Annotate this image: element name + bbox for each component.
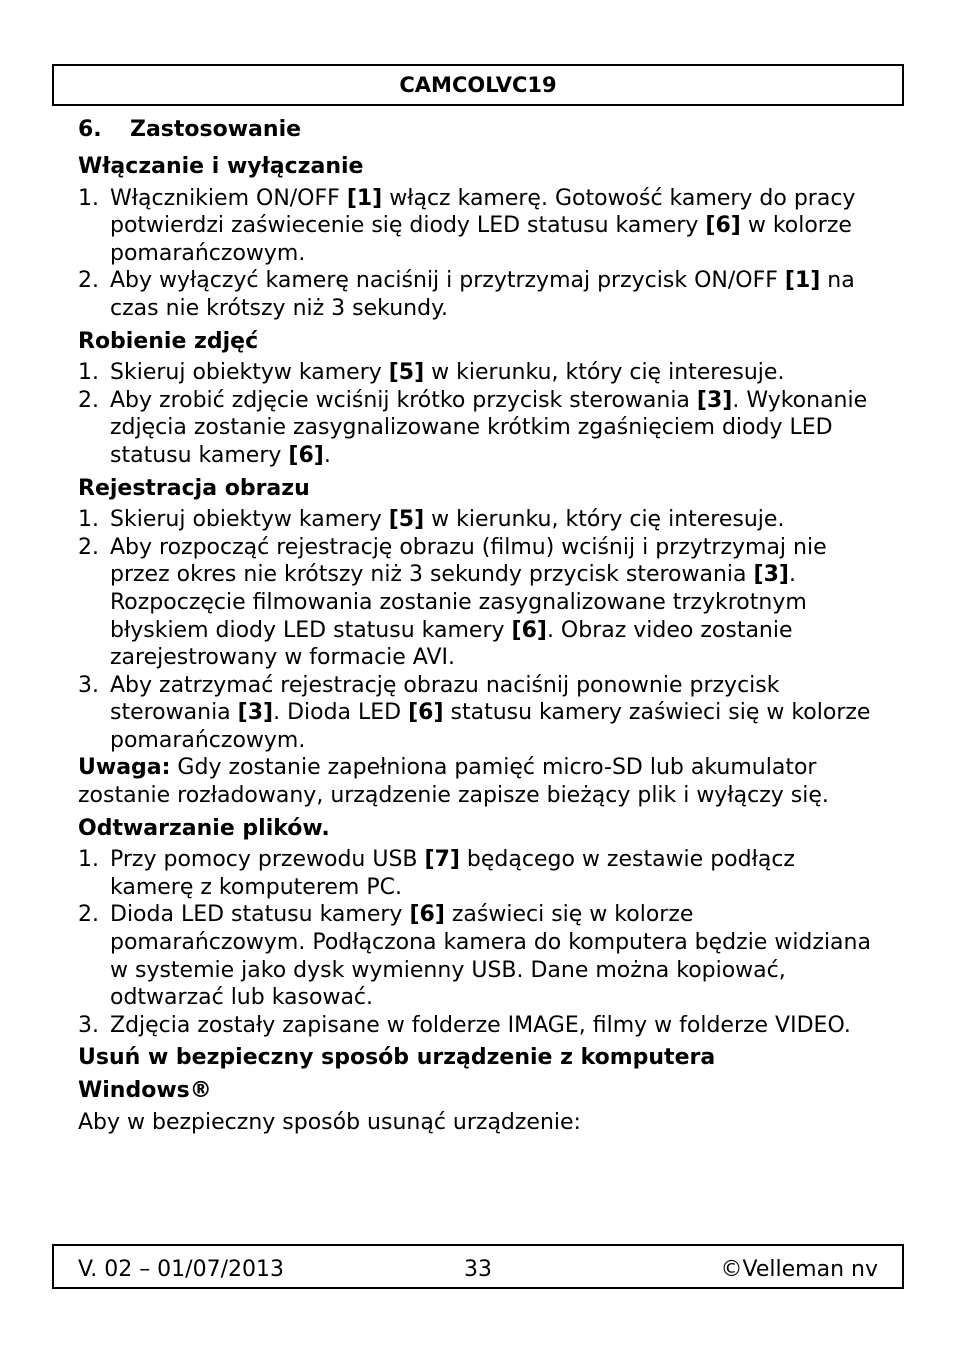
section-title: Zastosowanie bbox=[130, 117, 302, 142]
video-heading: Rejestracja obrazu bbox=[78, 475, 310, 501]
remove-intro: Aby w bezpieczny sposób usunąć urządzenie: bbox=[78, 1109, 581, 1135]
list-item: 1. Skieruj obiektyw kamery [5] w kierunku, który cię interesuje. bbox=[78, 360, 785, 386]
list-item: 2. Dioda LED statusu kamery [6] zaświeci się w kolorze pomarańczowym. Podłączona kamera do komputera będzie widziana w systemie jako dysk wymienny USB. Dane można kopiować, odtwarzać lub kasować. bbox=[78, 902, 871, 1011]
video-note: Uwaga: Gdy zostanie zapełniona pamięć micro-SD lub akumulator zostanie rozładowany, urządzenie zapisze bieżący plik i wyłączy się. bbox=[78, 755, 829, 809]
footer-page-number: 33 bbox=[464, 1257, 492, 1282]
list-item: 3. Zdjęcia zostały zapisane w folderze IMAGE, filmy w folderze VIDEO. bbox=[78, 1012, 851, 1038]
list-item: 1. Włącznikiem ON/OFF [1] włącz kamerę. Gotowość kamery do pracy potwierdzi zaświecenie się diody LED statusu kamery [6] w kolorze pomarańczowym. bbox=[78, 185, 856, 266]
list-item: 1. Przy pomocy przewodu USB [7] będącego w zestawie podłącz kamerę z komputerem PC. bbox=[78, 847, 795, 900]
list-item: 2. Aby wyłączyć kamerę naciśnij i przytrzymaj przycisk ON/OFF [1] na czas nie krótszy niż 3 sekundy. bbox=[78, 268, 855, 321]
photo-steps bbox=[78, 359, 878, 469]
section-number: 6. bbox=[78, 117, 102, 142]
video-steps bbox=[78, 506, 878, 754]
playback-steps bbox=[78, 846, 878, 1039]
list-item: 3. Aby zatrzymać rejestrację obrazu naciśnij ponownie przycisk sterowania [3]. Dioda LED [6] statusu kamery zaświeci się w kolorze pomarańczowym. bbox=[78, 672, 871, 753]
list-item: 2. Aby rozpocząć rejestrację obrazu (filmu) wciśnij i przytrzymaj nie przez okres nie krótszy niż 3 sekundy przycisk sterowania [3]. Rozpoczęcie filmowania zostanie zasygnalizowane trzykrotnym błyskiem diody LED statusu kamery [6]. Obraz video zostanie zarejestrowany w formacie AVI. bbox=[78, 534, 827, 671]
windows-heading: Windows® bbox=[78, 1078, 212, 1103]
footer-copyright: ©Velleman nv bbox=[720, 1257, 878, 1282]
remove-heading: Usuń w bezpieczny sposób urządzenie z komputera bbox=[78, 1045, 716, 1071]
note-label: Uwaga: bbox=[78, 755, 171, 781]
power-steps bbox=[78, 185, 878, 323]
power-heading: Włączanie i wyłączanie bbox=[78, 154, 364, 179]
model-title: CAMCOLVC19 bbox=[399, 73, 557, 97]
playback-heading: Odtwarzanie plików. bbox=[78, 815, 330, 841]
photo-heading: Robienie zdjęć bbox=[78, 328, 259, 354]
header-box bbox=[52, 64, 904, 106]
section-heading bbox=[78, 116, 878, 148]
list-item: 2. Aby zrobić zdjęcie wciśnij krótko przycisk sterowania [3]. Wykonanie zdjęcia zostanie zasygnalizowane krótkim zgaśnięciem diody LED statusu kamery [6]. bbox=[78, 387, 868, 468]
footer-version: V. 02 – 01/07/2013 bbox=[78, 1257, 284, 1282]
footer-box bbox=[52, 1244, 904, 1289]
page-content bbox=[78, 116, 878, 1136]
list-item: 1. Skieruj obiektyw kamery [5] w kierunku, który cię interesuje. bbox=[78, 507, 785, 533]
